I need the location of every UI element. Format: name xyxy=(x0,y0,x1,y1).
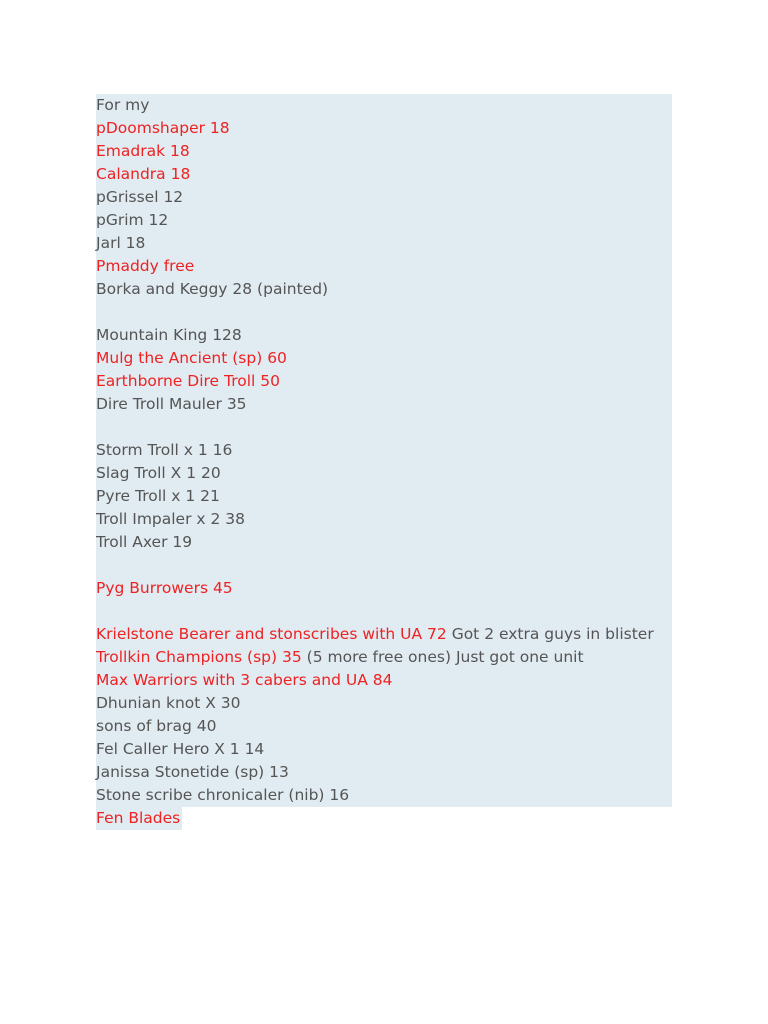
highlighted-text: Pmaddy free xyxy=(96,257,195,275)
plain-text: For my xyxy=(96,96,150,114)
text-line xyxy=(96,439,672,462)
blank-line xyxy=(96,416,672,439)
last-line: Fen Blades xyxy=(96,807,182,830)
plain-text: Slag Troll X 1 20 xyxy=(96,464,221,482)
text-line xyxy=(96,761,672,784)
text-line xyxy=(96,140,672,163)
highlighted-text: Mulg the Ancient (sp) 60 xyxy=(96,349,287,367)
text-line xyxy=(96,186,672,209)
text-line xyxy=(96,577,672,600)
text-line xyxy=(96,393,672,416)
plain-text: Pyre Troll x 1 21 xyxy=(96,487,220,505)
plain-text: Troll Impaler x 2 38 xyxy=(96,510,246,528)
text-line xyxy=(96,255,672,278)
text-line xyxy=(96,692,672,715)
highlighted-text: pDoomshaper 18 xyxy=(96,119,230,137)
plain-text: pGrissel 12 xyxy=(96,188,184,206)
plain-text: Troll Axer 19 xyxy=(96,533,193,551)
plain-text: Dire Troll Mauler 35 xyxy=(96,395,247,413)
plain-text: sons of brag 40 xyxy=(96,717,217,735)
plain-text: Borka and Keggy 28 (painted) xyxy=(96,280,329,298)
plain-text: pGrim 12 xyxy=(96,211,169,229)
text-line xyxy=(96,462,672,485)
plain-text: Dhunian knot X 30 xyxy=(96,694,241,712)
highlighted-text: Calandra 18 xyxy=(96,165,191,183)
last-line-wrapper xyxy=(96,807,672,830)
plain-text: (5 more free ones) Just got one unit xyxy=(301,648,584,666)
text-lines xyxy=(96,94,672,830)
text-line xyxy=(96,623,672,646)
text-line xyxy=(96,347,672,370)
text-line xyxy=(96,232,672,255)
plain-text: Fel Caller Hero X 1 14 xyxy=(96,740,265,758)
highlighted-text: Trollkin Champions (sp) 35 xyxy=(96,648,302,666)
highlighted-text: Earthborne Dire Troll 50 xyxy=(96,372,280,390)
plain-text: Jarl 18 xyxy=(96,234,146,252)
text-line xyxy=(96,324,672,347)
blank-line xyxy=(96,301,672,324)
text-line xyxy=(96,209,672,232)
text-line xyxy=(96,485,672,508)
text-line xyxy=(96,370,672,393)
text-line xyxy=(96,94,672,117)
text-line xyxy=(96,508,672,531)
plain-text: Got 2 extra guys in blister xyxy=(446,625,654,643)
text-line xyxy=(96,278,672,301)
highlighted-text: Pyg Burrowers 45 xyxy=(96,579,233,597)
plain-text: Janissa Stonetide (sp) 13 xyxy=(96,763,289,781)
text-line xyxy=(96,163,672,186)
plain-text: Stone scribe chronicaler (nib) 16 xyxy=(96,786,350,804)
plain-text: Storm Troll x 1 16 xyxy=(96,441,233,459)
text-line xyxy=(96,669,672,692)
text-line xyxy=(96,738,672,761)
text-line xyxy=(96,117,672,140)
plain-text: Mountain King 128 xyxy=(96,326,242,344)
blank-line xyxy=(96,554,672,577)
text-line xyxy=(96,646,672,669)
text-line xyxy=(96,531,672,554)
blank-line xyxy=(96,600,672,623)
text-line xyxy=(96,784,672,807)
highlighted-text: Max Warriors with 3 cabers and UA 84 xyxy=(96,671,393,689)
highlighted-text: Krielstone Bearer and stonscribes with UA 72 xyxy=(96,625,447,643)
highlighted-text: Emadrak 18 xyxy=(96,142,190,160)
text-line xyxy=(96,715,672,738)
document-body xyxy=(96,94,672,830)
